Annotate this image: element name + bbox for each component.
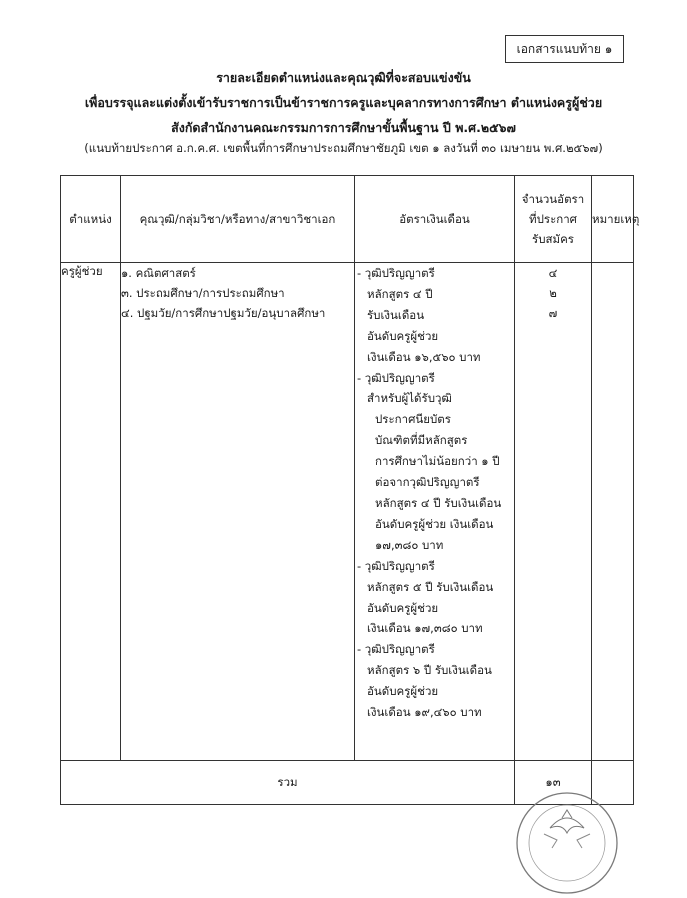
salary-line: สำหรับผู้ได้รับวุฒิ [367, 391, 452, 406]
salary-line: หลักสูตร ๖ ปี รับเงินเดือน [367, 663, 492, 678]
positions-table [60, 175, 640, 805]
salary-line: - วุฒิปริญญาตรี [357, 558, 435, 573]
total-label: รวม [61, 761, 515, 805]
cell-remark [592, 263, 634, 761]
cell-salary [355, 263, 515, 761]
salary-line: การศึกษาไม่น้อยกว่า ๑ ปี [375, 454, 500, 469]
salary-line: อันดับครูผู้ช่วย [367, 600, 439, 615]
header-count [515, 176, 592, 263]
heading-line-1: รายละเอียดตำแหน่งและคุณวุฒิที่จะสอบแข่งขัน [216, 70, 471, 85]
header-salary: อัตราเงินเดือน [355, 176, 515, 263]
official-seal-stamp [512, 788, 622, 898]
salary-line: ต่อจากวุฒิปริญญาตรี [375, 475, 480, 490]
salary-line: อันดับครูผู้ช่วย [367, 328, 439, 343]
count-value: ๔ [548, 266, 558, 280]
salary-line: ประกาศนียบัตร [375, 412, 451, 427]
salary-line: - วุฒิปริญญาตรี [357, 642, 435, 657]
salary-line: - วุฒิปริญญาตรี [357, 266, 435, 280]
table-header-row [61, 176, 634, 263]
header-count-line: ที่ประกาศ [529, 212, 577, 226]
header-count-line: จำนวนอัตรา [521, 192, 585, 206]
cell-counts [515, 263, 592, 761]
heading-line-2: เพื่อบรรจุและแต่งตั้งเข้ารับราชการเป็นข้าราชการครูและบุคลากรทางการศึกษา ตำแหน่งครูผู้ช่วย [84, 95, 603, 110]
cell-qualifications [121, 263, 355, 761]
attachment-label-box [505, 35, 624, 63]
heading-line-3: สังกัดสำนักงานคณะกรรมการการศึกษาขั้นพื้นฐาน ปี พ.ศ.๒๕๖๗ [171, 120, 516, 135]
qualification-item: ๓. ประถมศึกษา/การประถมศึกษา [121, 286, 285, 300]
header-position: ตำแหน่ง [61, 176, 121, 263]
salary-line: หลักสูตร ๕ ปี รับเงินเดือน [367, 579, 494, 594]
heading-line-4: (แนบท้ายประกาศ อ.ก.ค.ศ. เขตพื้นที่การศึกษาประถมศึกษาชัยภูมิ เขต ๑ ลงวันที่ ๓๐ เมษายน พ.ศ.๒๕๖๗) [84, 141, 603, 155]
count-value: ๗ [548, 306, 558, 320]
total-value: ๑๓ [515, 761, 592, 805]
attachment-label: เอกสารแนบท้าย ๑ [516, 41, 613, 56]
salary-line: อันดับครูผู้ช่วย เงินเดือน [375, 516, 494, 531]
header-count-line: รับสมัคร [532, 232, 574, 246]
salary-line: รับเงินเดือน [367, 307, 425, 322]
cell-position: ครูผู้ช่วย [61, 263, 121, 761]
salary-line: - วุฒิปริญญาตรี [357, 370, 435, 385]
salary-line: ๑๗,๓๘๐ บาท [375, 537, 444, 552]
qualification-item: ๔. ปฐมวัย/การศึกษาปฐมวัย/อนุบาลศึกษา [121, 306, 326, 320]
salary-line: เงินเดือน ๑๖,๕๖๐ บาท [367, 349, 481, 364]
table-row [61, 263, 634, 761]
salary-line: เงินเดือน ๑๗,๓๘๐ บาท [367, 621, 483, 636]
salary-line: เงินเดือน ๑๙,๔๖๐ บาท [367, 705, 482, 720]
salary-line: หลักสูตร ๔ ปี [367, 286, 433, 301]
salary-line: อันดับครูผู้ช่วย [367, 684, 439, 699]
header-qualification: คุณวุฒิ/กลุ่มวิชา/หรือทาง/สาขาวิชาเอก [121, 176, 355, 263]
qualification-item: ๑. คณิตศาสตร์ [121, 266, 196, 280]
count-value: ๒ [549, 286, 557, 300]
salary-line: บัณฑิตที่มีหลักสูตร [375, 433, 468, 448]
header-remark: หมายเหตุ [592, 176, 634, 263]
salary-line: หลักสูตร ๔ ปี รับเงินเดือน [375, 495, 502, 510]
